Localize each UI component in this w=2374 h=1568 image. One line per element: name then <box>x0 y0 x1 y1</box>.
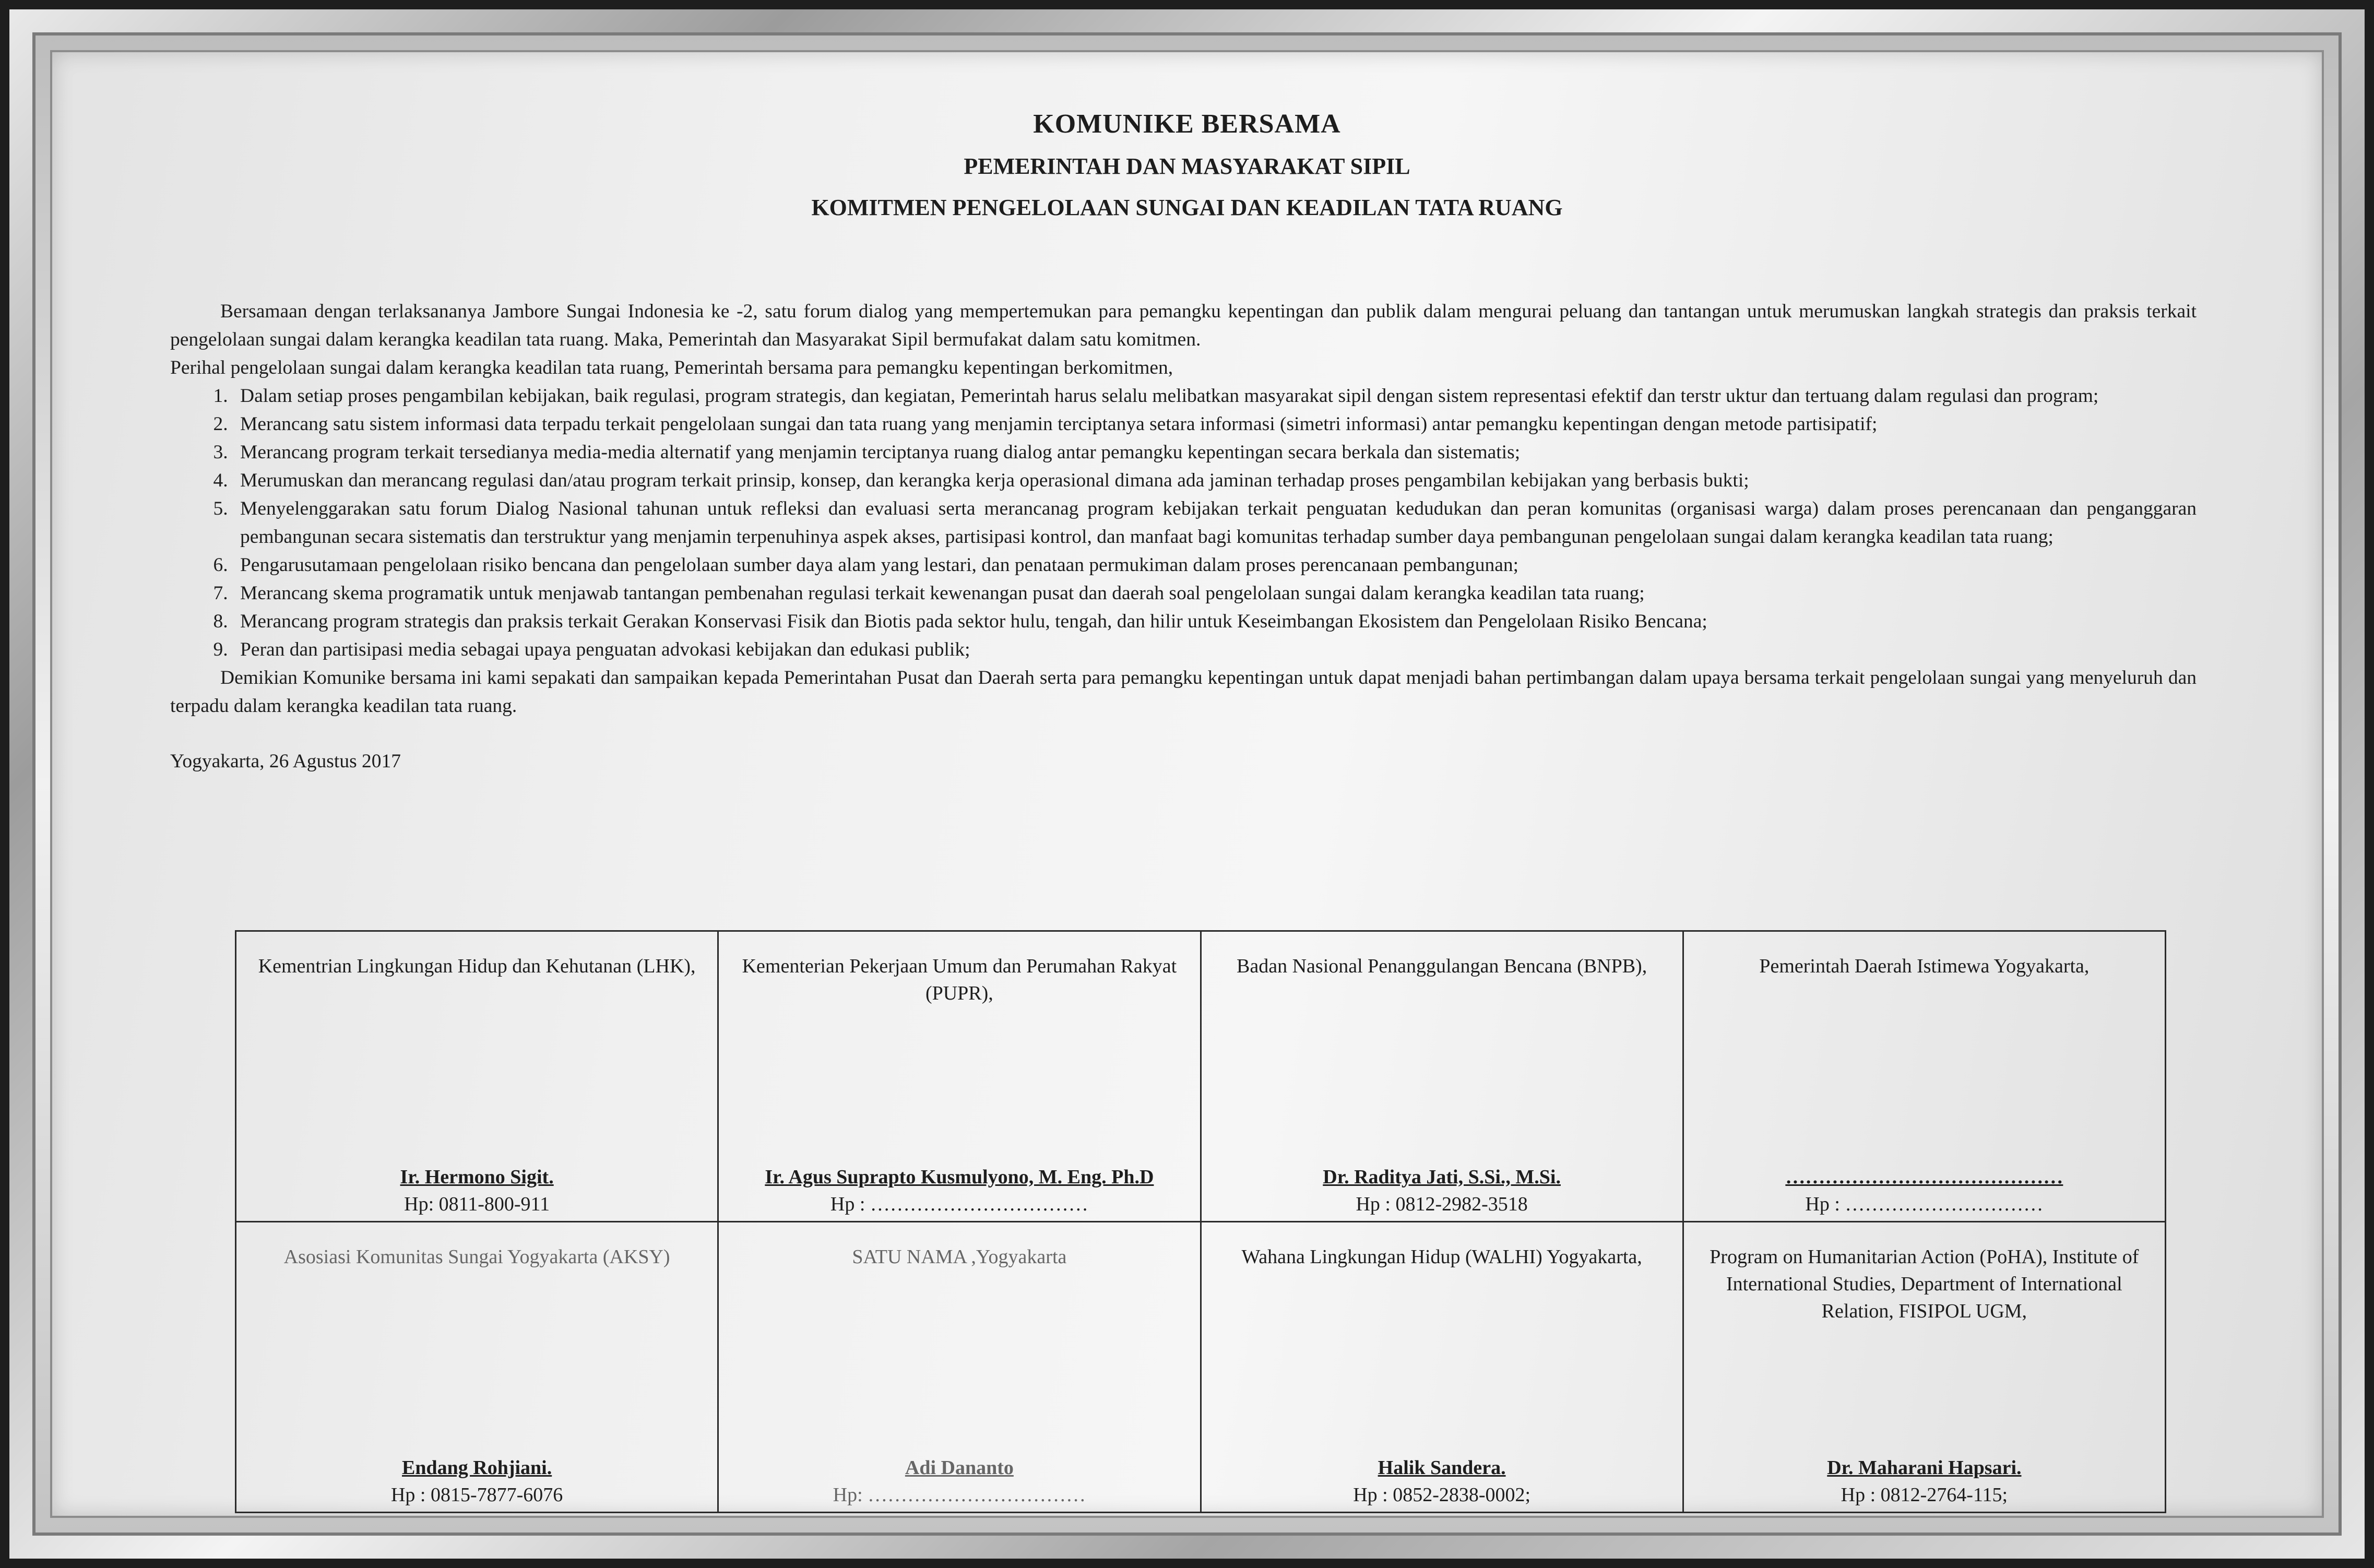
signature-row <box>236 931 2166 1222</box>
signature-table <box>235 930 2166 1513</box>
commitment-item: 8. Merancang program strategis dan praksis terkait Gerakan Konservasi Fisik dan Biotis pada sektor hulu, tengah, dan hilir untuk Keseimbangan Ekosistem dan Pengelolaan Risiko Bencana; <box>233 608 2197 636</box>
signatory-phone: Hp: …………………………… <box>833 1484 1086 1506</box>
document-subtitle-2: KOMITMEN PENGELOLAAN SUNGAI DAN KEADILAN TATA RUANG <box>811 195 1563 220</box>
signature-cell <box>236 1222 718 1513</box>
signatory-phone: Hp : 0852-2838-0002; <box>1353 1484 1531 1506</box>
commitment-item: 2. Merancang satu sistem informasi data terpadu terkait pengelolaan sungai dan tata ruang yang menjamin terciptanya setara informasi (simetri informasi) antar pemangku kepentingan dengan metode partisipatif; <box>233 410 2197 438</box>
body-text <box>170 298 2197 776</box>
document-subtitle: PEMERINTAH DAN MASYARAKAT SIPIL <box>964 153 1410 179</box>
signatory-phone: Hp : 0812-2982-3518 <box>1356 1193 1528 1215</box>
commitment-item: 5. Menyelenggarakan satu forum Dialog Nasional tahunan untuk refleksi dan evaluasi serta merancanag program kebijakan terkait penguatan kedudukan dan peran komunitas (organisasi warga) dalam proses perencanaan dan penganggaran pembangunan secara sistematis dan terstruktur yang menjamin terpenuhinya aspek akses, partisipasi kontrol, dan manfaat bagi komunitas terhadap sumber daya pembangunan pengelolaan sungai dalam kerangka keadilan tata ruang; <box>233 495 2197 551</box>
commitment-item: 1. Dalam setiap proses pengambilan kebijakan, baik regulasi, program strategis, dan kegiatan, Pemerintah harus selalu melibatkan masyarakat sipil dengan sistem representasi efektif dan terstr uktur dan tertuang dalam regulasi dan program; <box>233 382 2197 410</box>
signatory-phone: Hp : …………………………… <box>830 1193 1088 1215</box>
document-sheet <box>50 50 2324 1518</box>
signature-cell <box>236 931 718 1222</box>
signatory-phone: Hp : 0812-2764-115; <box>1841 1484 2008 1506</box>
signatory-organization: SATU NAMA ,Yogyakarta <box>852 1246 1067 1268</box>
commitment-item: 6. Pengarusutamaan pengelolaan risiko bencana dan pengelolaan sumber daya alam yang lestari, dan penataan permukiman dalam proses perencanaan pembangunan; <box>233 551 2197 579</box>
signatory-name: Dr. Raditya Jati, S.Si., M.Si. <box>1323 1166 1561 1188</box>
signatory-phone: Hp : ………………………… <box>1805 1193 2044 1215</box>
signatory-phone: Hp : 0815-7877-6076 <box>390 1484 563 1506</box>
signature-cell <box>718 1222 1201 1513</box>
commitment-item: 4. Merumuskan dan merancang regulasi dan/atau program terkait prinsip, konsep, dan kerangka kerja operasional dimana ada jaminan terhadap proses pengambilan kebijakan yang berbasis bukti; <box>233 467 2197 495</box>
signatory-organization: Pemerintah Daerah Istimewa Yogyakarta, <box>1759 955 2090 977</box>
signatory-name: Endang Rohjiani. <box>402 1457 552 1479</box>
title-block <box>52 109 2322 221</box>
perihal-paragraph: Perihal pengelolaan sungai dalam kerangka keadilan tata ruang, Pemerintah bersama para pemangku kepentingan berkomitmen, <box>170 357 1173 378</box>
signatory-organization: Badan Nasional Penanggulangan Bencana (BNPB), <box>1237 955 1647 977</box>
commitment-item: 3. Merancang program terkait tersedianya media-media alternatif yang menjamin terciptanya ruang dialog antar pemangku kepentingan secara berkala dan sistematis; <box>233 438 2197 467</box>
commitment-list <box>170 382 2197 664</box>
signatory-name: Adi Dananto <box>905 1457 1014 1479</box>
signature-cell <box>1683 931 2165 1222</box>
signatory-organization: Kementerian Pekerjaan Umum dan Perumahan Rakyat (PUPR), <box>742 955 1177 1004</box>
signatory-phone: Hp: 0811-800-911 <box>404 1193 550 1215</box>
signature-row <box>236 1222 2166 1513</box>
signatory-organization: Program on Humanitarian Action (PoHA), Institute of International Studies, Department of International Relation, FISIPOL UGM, <box>1710 1246 2139 1322</box>
intro-paragraph: Bersamaan dengan terlaksananya Jambore Sungai Indonesia ke -2, satu forum dialog yang mempertemukan para pemangku kepentingan dan publik dalam mengurai peluang dan tantangan untuk merumuskan langkah strategis dan praksis terkait pengelolaan sungai dalam kerangka keadilan tata ruang. Maka, Pemerintah dan Masyarakat Sipil bermufakat dalam satu komitmen. <box>170 301 2197 350</box>
signatory-organization: Kementrian Lingkungan Hidup dan Kehutanan (LHK), <box>258 955 696 977</box>
signatory-name: Halik Sandera. <box>1378 1457 1506 1479</box>
signatory-name: Ir. Hermono Sigit. <box>400 1166 554 1188</box>
signature-cell <box>1683 1222 2165 1513</box>
document-date: Yogyakarta, 26 Agustus 2017 <box>170 751 401 772</box>
commitment-item: 9. Peran dan partisipasi media sebagai upaya penguatan advokasi kebijakan dan edukasi publik; <box>233 636 2197 664</box>
signatory-organization: Wahana Lingkungan Hidup (WALHI) Yogyakarta, <box>1241 1246 1642 1268</box>
commitment-item: 7. Merancang skema programatik untuk menjawab tantangan pembenahan regulasi terkait kewenangan pusat dan daerah soal pengelolaan sungai dalam kerangka keadilan tata ruang; <box>233 579 2197 608</box>
signature-cell <box>1201 1222 1683 1513</box>
signatory-name: Dr. Maharani Hapsari. <box>1827 1457 2022 1479</box>
closing-paragraph: Demikian Komunike bersama ini kami sepakati dan sampaikan kepada Pemerintahan Pusat dan Daerah serta para pemangku kepentingan untuk dapat menjadi bahan pertimbangan dalam upaya bersama terkait pengelolaan sungai yang menyeluruh dan terpadu dalam kerangka keadilan tata ruang. <box>170 667 2197 717</box>
signature-cell <box>718 931 1201 1222</box>
signature-cell <box>1201 931 1683 1222</box>
signatory-name: Ir. Agus Suprapto Kusmulyono, M. Eng. Ph.D <box>765 1166 1154 1188</box>
signatory-organization: Asosiasi Komunitas Sungai Yogyakarta (AKSY) <box>283 1246 670 1268</box>
signatory-name: …………………………………… <box>1785 1166 2063 1188</box>
document-title: KOMUNIKE BERSAMA <box>1033 109 1341 139</box>
